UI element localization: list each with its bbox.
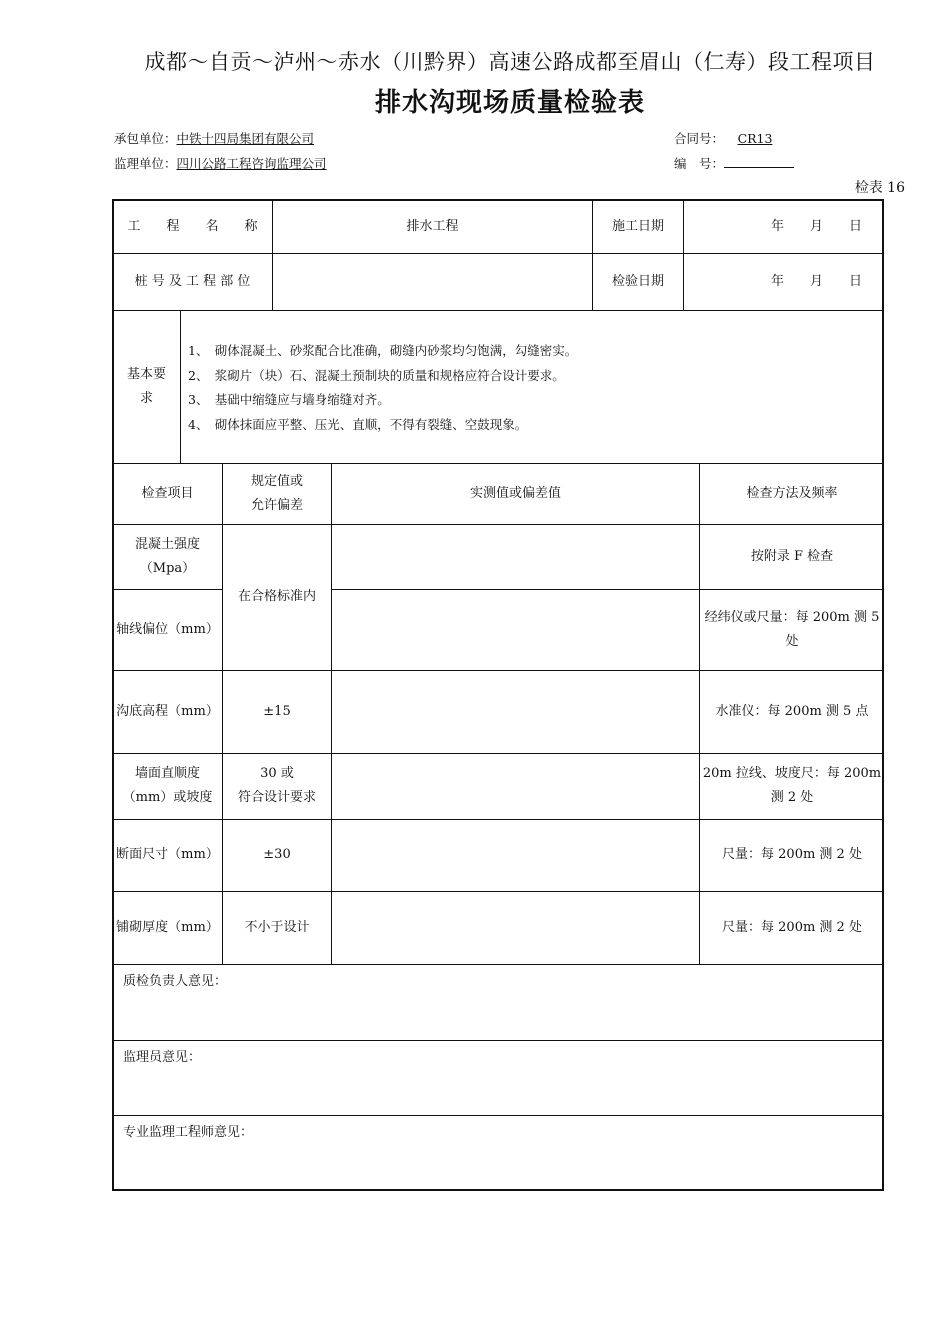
row-divider bbox=[113, 1040, 884, 1041]
requirement-item: 4、 砌体抹面应平整、压光、直顺，不得有裂缝、空鼓现象。 bbox=[188, 416, 528, 432]
merged-spec-value: 在合格标准内 bbox=[237, 589, 316, 604]
project-title: 成都～自贡～泸州～赤水（川黔界）高速公路成都至眉山（仁寿）段工程项目 bbox=[144, 50, 876, 74]
contract-label: 合同号： bbox=[674, 131, 725, 146]
check-method bbox=[700, 753, 884, 819]
row-divider bbox=[113, 1115, 884, 1116]
inspection-date-label: 检验日期 bbox=[611, 273, 664, 289]
number-line bbox=[674, 154, 794, 172]
col-divider bbox=[683, 200, 684, 310]
row-divider bbox=[113, 964, 884, 965]
contract-value: CR13 bbox=[737, 131, 773, 146]
station-value[interactable] bbox=[273, 253, 592, 310]
spec-value bbox=[223, 753, 331, 819]
station-label: 桩 号 及 工 程 部 位 bbox=[134, 273, 251, 289]
measured-value-cell[interactable] bbox=[332, 753, 699, 819]
check-item: 铺砌厚度（mm） bbox=[116, 919, 219, 935]
qc-opinion-label: 质检负责人意见： bbox=[123, 974, 228, 989]
check-method bbox=[700, 589, 884, 670]
measured-value-cell[interactable] bbox=[332, 819, 699, 891]
check-method-line: 处 bbox=[785, 633, 799, 649]
check-method: 尺量：每 200m 测 2 处 bbox=[722, 919, 862, 935]
check-method-line: 20m 拉线、坡度尺：每 200m bbox=[702, 766, 882, 781]
measured-value-cell[interactable] bbox=[332, 891, 699, 964]
spec-value: 不小于设计 bbox=[244, 919, 310, 935]
check-method: 水准仪：每 200m 测 5 点 bbox=[715, 703, 869, 719]
spec-value: ±15 bbox=[263, 703, 291, 719]
check-method: 按附录 F 检查 bbox=[750, 548, 834, 564]
contractor-line bbox=[114, 129, 314, 147]
measured-value-cell[interactable] bbox=[332, 670, 699, 753]
header-spec-line: 规定值或 bbox=[250, 473, 303, 489]
check-item-line: 混凝土强度 bbox=[134, 536, 200, 552]
check-item: 沟底高程（mm） bbox=[116, 703, 219, 719]
spec-value: ±30 bbox=[263, 847, 291, 862]
engineer-opinion-field[interactable] bbox=[114, 1142, 883, 1188]
qc-opinion-field[interactable] bbox=[114, 992, 883, 1038]
engineer-opinion-label: 专业监理工程师意见： bbox=[123, 1125, 254, 1140]
requirements-label bbox=[113, 310, 180, 463]
number-blank bbox=[724, 155, 794, 168]
check-item-line: （mm）或坡度 bbox=[122, 790, 213, 805]
header-method: 检查方法及频率 bbox=[746, 485, 838, 501]
requirements-label-line: 求 bbox=[139, 390, 153, 406]
check-method: 尺量：每 200m 测 2 处 bbox=[722, 847, 862, 862]
spec-value-line: 30 或 bbox=[260, 766, 294, 781]
measured-value-cell[interactable] bbox=[332, 589, 699, 670]
requirement-item: 1、 砌体混凝土、砂浆配合比准确，砌缝内砂浆均匀饱满，勾缝密实。 bbox=[188, 343, 578, 358]
inspection-date-value[interactable]: 年 月 日 bbox=[770, 273, 862, 289]
spec-value-line: 符合设计要求 bbox=[237, 790, 316, 805]
header-item: 检查项目 bbox=[141, 485, 194, 501]
inspector-opinion-label: 监理员意见： bbox=[123, 1050, 202, 1065]
requirement-item: 3、 基础中缩缝应与墙身缩缝对齐。 bbox=[188, 392, 390, 407]
contractor-value: 中铁十四局集团有限公司 bbox=[176, 131, 315, 146]
requirement-item: 2、 浆砌片（块）石、混凝土预制块的质量和规格应符合设计要求。 bbox=[188, 367, 565, 383]
supervisor-label: 监理单位： bbox=[114, 156, 177, 171]
header-spec bbox=[223, 463, 331, 524]
check-item: 断面尺寸（mm） bbox=[116, 847, 219, 862]
check-method-line: 经纬仪或尺量：每 200m 测 5 bbox=[704, 609, 880, 625]
contract-line bbox=[674, 129, 786, 147]
construction-date-label: 施工日期 bbox=[611, 218, 664, 234]
header-spec-line: 允许偏差 bbox=[250, 497, 303, 513]
inspector-opinion-field[interactable] bbox=[114, 1067, 883, 1113]
row-divider bbox=[113, 310, 884, 311]
project-name-value[interactable]: 排水工程 bbox=[406, 218, 459, 234]
check-item bbox=[113, 753, 222, 819]
measured-value-cell[interactable] bbox=[332, 524, 699, 589]
check-item-line: （Mpa） bbox=[139, 560, 196, 576]
check-method-line: 测 2 处 bbox=[770, 790, 814, 805]
number-label: 编 号： bbox=[674, 156, 725, 171]
form-number: 检表 16 bbox=[854, 180, 905, 196]
supervisor-value: 四川公路工程咨询监理公司 bbox=[176, 156, 327, 171]
check-item: 轴线偏位（mm） bbox=[116, 621, 219, 637]
contractor-label: 承包单位： bbox=[114, 131, 177, 146]
requirements-list bbox=[188, 339, 577, 437]
col-divider bbox=[180, 310, 181, 463]
supervisor-line bbox=[114, 154, 327, 172]
form-title: 排水沟现场质量检验表 bbox=[374, 88, 645, 118]
check-item-line: 墙面直顺度 bbox=[134, 766, 200, 781]
check-item bbox=[113, 524, 222, 589]
header-measured: 实测值或偏差值 bbox=[469, 485, 561, 501]
construction-date-value[interactable]: 年 月 日 bbox=[770, 218, 862, 234]
project-name-label: 工 程 名 称 bbox=[127, 218, 258, 234]
requirements-label-line: 基本要 bbox=[126, 366, 166, 382]
